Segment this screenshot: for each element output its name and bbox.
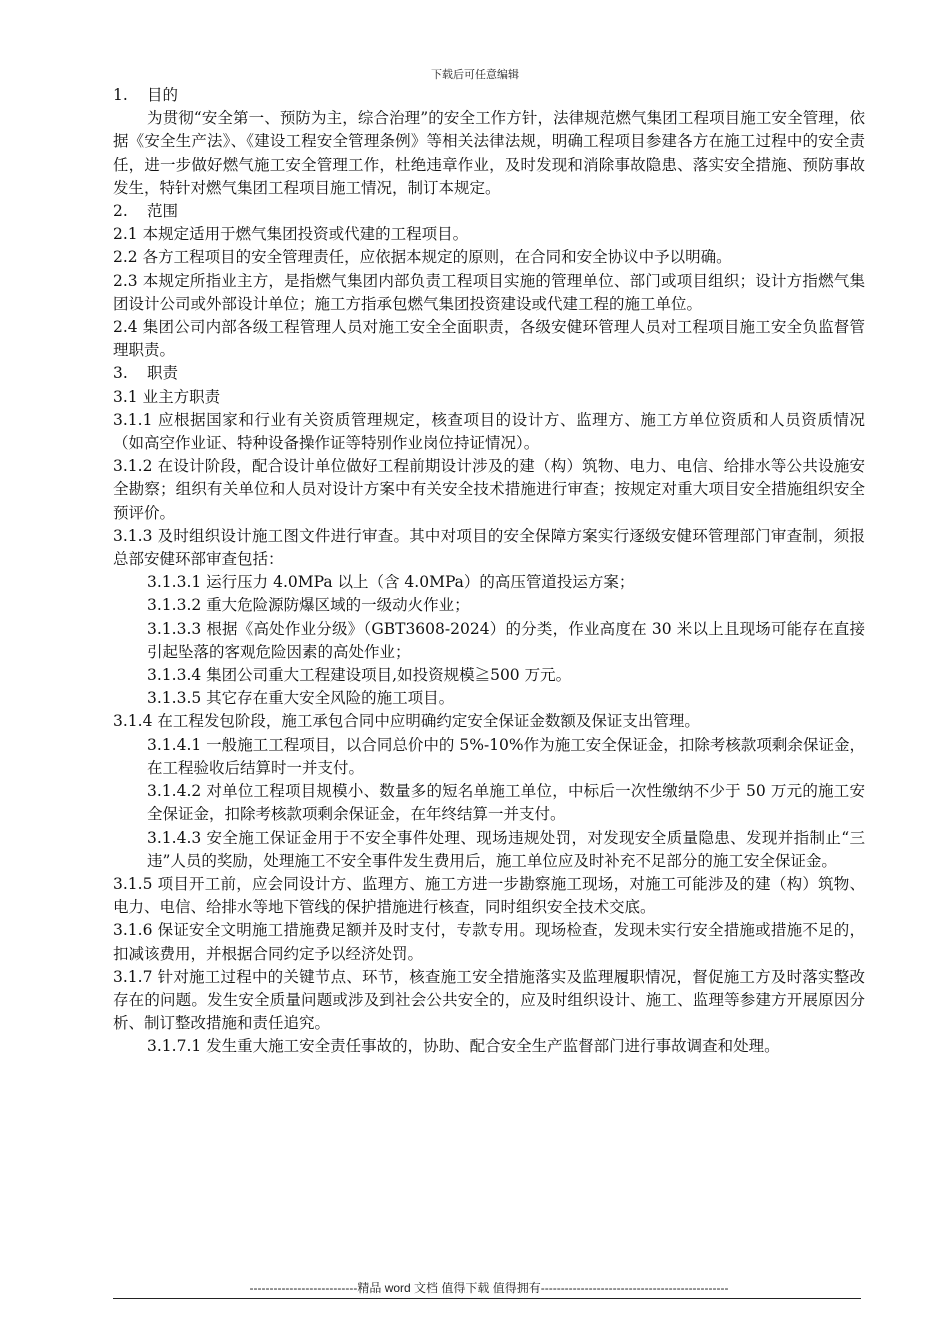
paragraph-3-1-4: 3.1.4 在工程发包阶段，施工承包合同中应明确约定安全保证金数额及保证支出管理。 — [113, 712, 700, 731]
heading-scope — [113, 200, 865, 223]
heading-number: 1. — [113, 86, 128, 104]
paragraph-2-1: 2.1 本规定适用于燃气集团投资或代建的工程项目。 — [113, 225, 469, 244]
paragraph-3-1-6: 3.1.6 保证安全文明施工措施费足额并及时支付，专款专用。现场检查，发现未实行安全措施或措施不足的，扣减该费用，并根据合同约定予以经济处罚。 — [113, 921, 865, 963]
paragraph-3-1-3-2: 3.1.3.2 重大危险源防爆区域的一级动火作业； — [147, 596, 470, 615]
paragraph-2-4: 2.4 集团公司内部各级工程管理人员对施工安全全面职责，各级安健环管理人员对工程项目施工安全负监督管理职责。 — [113, 318, 865, 360]
document-body — [113, 84, 865, 1059]
heading-purpose — [113, 84, 865, 107]
paragraph-3-1-2: 3.1.2 在设计阶段，配合设计单位做好工程前期设计涉及的建（构）筑物、电力、电信、给排水等公共设施安全勘察；组织有关单位和人员对设计方案中有关安全技术措施进行审查；按规定对重大项目安全措施组织安全预评价。 — [113, 457, 865, 522]
paragraph-3-1-4-3: 3.1.4.3 安全施工保证金用于不安全事件处理、现场违规处罚，对发现安全质量隐患、发现并指制止“三违”人员的奖励，处理施工不安全事件发生费用后，施工单位应及时补充不足部分的施工安全保证金。 — [147, 828, 865, 870]
paragraph-3-1-4-1: 3.1.4.1 一般施工工程项目，以合同总价中的 5%-10%作为施工安全保证金，扣除考核款项剩余保证金，在工程验收后结算时一并支付。 — [147, 735, 865, 777]
paragraph-purpose: 为贯彻“安全第一、预防为主，综合治理”的安全工作方针，法律规范燃气集团工程项目施工安全管理，依据《安全生产法》、《建设工程安全管理条例》等相关法律法规，明确工程项目参建各方在施工过程中的安全责任，进一步做好燃气施工安全管理工作，杜绝违章作业，及时发现和消除事故隐患、落实安全措施、预防事故发生，特针对燃气集团工程项目施工情况，制订本规定。 — [113, 109, 865, 197]
paragraph-3-1-3: 3.1.3 及时组织设计施工图文件进行审查。其中对项目的安全保障方案实行逐级安健环管理部门审查制，须报总部安健环部审查包括： — [113, 526, 865, 569]
paragraph-3-1-5: 3.1.5 项目开工前，应会同设计方、监理方、施工方进一步勘察施工现场，对施工可能涉及的建（构）筑物、电力、电信、给排水等地下管线的保护措施进行核查，同时组织安全技术交底。 — [113, 874, 865, 917]
footer-note: ---------------------------精品 word 文档 值得下载 值得拥有----------------------------------------------- — [249, 1281, 729, 1295]
paragraph-3-1-4-2: 3.1.4.2 对单位工程项目规模小、数量多的短名单施工单位，中标后一次性缴纳不少于 50 万元的施工安全保证金，扣除考核款项剩余保证金，在年终结算一并支付。 — [147, 782, 865, 824]
paragraph-3-1-3-1: 3.1.3.1 运行压力 4.0MPa 以上（含 4.0MPa）的高压管道投运方案； — [147, 573, 635, 592]
heading-text: 职责 — [147, 364, 179, 383]
footer-rule — [113, 1298, 861, 1299]
paragraph-3-1: 3.1 业主方职责 — [113, 387, 221, 406]
paragraph-3-1-1: 3.1.1 应根据国家和行业有关资质管理规定，核查项目的设计方、监理方、施工方单位资质和人员资质情况（如高空作业证、特种设备操作证等特别作业岗位持证情况）。 — [113, 410, 865, 453]
heading-number: 2. — [113, 202, 128, 221]
heading-text: 目的 — [147, 86, 179, 104]
paragraph-3-1-7-1: 3.1.7.1 发生重大施工安全责任事故的，协助、配合安全生产监督部门进行事故调查和处理。 — [147, 1037, 780, 1056]
paragraph-2-3: 2.3 本规定所指业主方，是指燃气集团内部负责工程项目实施的管理单位、部门或项目组织；设计方指燃气集团设计公司或外部设计单位；施工方指承包燃气集团投资建设或代建工程的施工单位。 — [113, 271, 865, 313]
paragraph-3-1-3-3: 3.1.3.3 根据《高处作业分级》（GBT3608-2024）的分类，作业高度在 30 米以上且现场可能存在直接引起坠落的客观危险因素的高处作业； — [147, 619, 865, 661]
paragraph-3-1-3-4: 3.1.3.4 集团公司重大工程建设项目,如投资规模≧500 万元。 — [147, 666, 572, 685]
heading-number: 3. — [113, 364, 128, 383]
heading-duties — [113, 362, 865, 385]
paragraph-3-1-3-5: 3.1.3.5 其它存在重大安全风险的施工项目。 — [147, 689, 455, 708]
header-note: 下载后可任意编辑 — [431, 68, 519, 81]
heading-text: 范围 — [147, 202, 179, 221]
paragraph-2-2: 2.2 各方工程项目的安全管理责任，应依据本规定的原则，在合同和安全协议中予以明确。 — [113, 248, 732, 267]
paragraph-3-1-7: 3.1.7 针对施工过程中的关键节点、环节，核查施工安全措施落实及监理履职情况，督促施工方及时落实整改存在的问题。发生安全质量问题或涉及到社会公共安全的，应及时组织设计、施工、监理等参建方开展原因分析、制订整改措施和责任追究。 — [113, 967, 865, 1033]
